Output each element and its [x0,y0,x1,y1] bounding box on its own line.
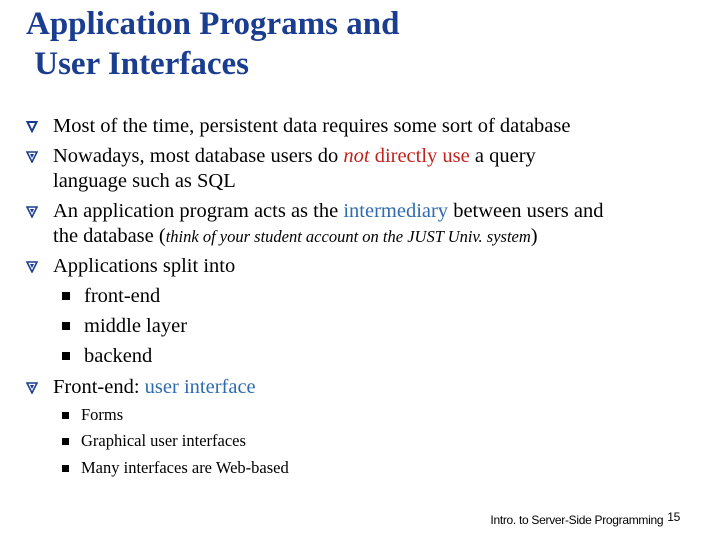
bullet-1-text: Most of the time, persistent data requires some sort of database [53,115,571,137]
highlight-intermediary: intermediary [343,200,449,222]
diamond-bullet-icon [26,113,40,140]
square-bullet-icon [62,465,69,472]
diamond-bullet-icon [26,143,40,170]
slide-footer [490,510,680,527]
page-number: 15 [667,510,680,524]
sub-item: Graphical user interfaces [62,430,246,452]
square-bullet-icon [62,412,69,419]
sub-item: Many interfaces are Web-based [62,457,289,479]
bullet-2-line2: language such as SQL [53,170,236,192]
diamond-bullet-icon [26,374,40,401]
diamond-bullet-icon [26,198,40,225]
bullet-2-text: Nowadays, most database users do [53,145,344,167]
parenthetical-note: think of your student account on the JUST Univ. system [165,227,531,246]
sub-item: backend [62,343,152,370]
emphasis-not: not [343,145,370,167]
sub-item: middle layer [62,313,187,340]
square-bullet-icon [62,352,70,360]
footer-text: Intro. to Server-Side Programming [490,513,664,527]
sub-item: Forms [62,404,123,426]
square-bullet-icon [62,322,70,330]
diamond-bullet-icon [26,253,40,280]
slide-title: Application Programs and User Interfaces [26,6,400,82]
emphasis-directly-use: directly use [369,145,470,167]
square-bullet-icon [62,292,70,300]
bullet-4-text: Applications split into [53,255,236,277]
sub-item: front-end [62,283,160,310]
highlight-user-interface: user interface [144,376,256,398]
square-bullet-icon [62,438,69,445]
